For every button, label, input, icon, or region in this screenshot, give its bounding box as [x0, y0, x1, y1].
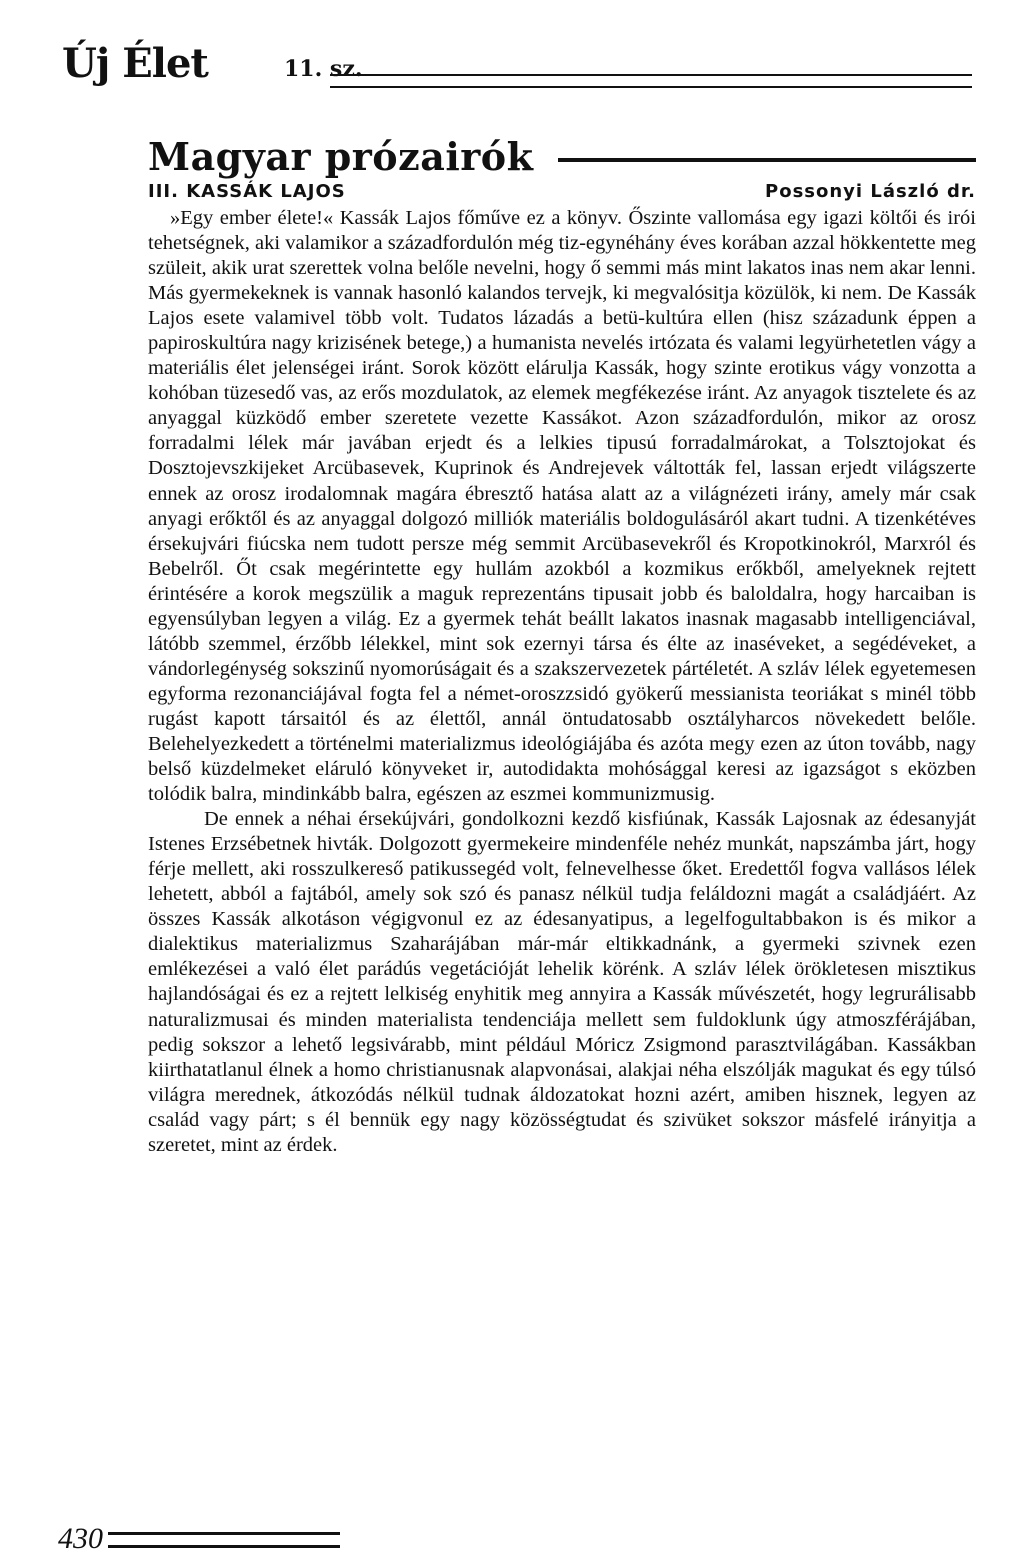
section-title-rule	[558, 158, 976, 162]
byline	[148, 178, 976, 206]
publication-title: Új Élet	[62, 40, 208, 87]
masthead	[62, 40, 972, 104]
article-body	[148, 206, 976, 1158]
article-paragraph: De ennek a néhai érsekújvári, gondolkozni kezdő kisfiúnak, Kassák Lajosnak az édesanyját Istenes Erzsébetnek hivták. Dolgozott gyermekeire mindenféle nehéz munkát, napszámba járt, hogy férje mellett, aki rosszulkereső patikussegéd volt, felnevelhesse őket. Eredettől fogva vallásos lélek lehetett, abból a fajtából, amely sok szó és panasz nélkül tudja feláldozni magát a családjáért. Az összes Kassák alkotáson végigvonul ez az édesanyatipus, a legelfogultabbakon is és mikor a dialektikus materializmus Szaharájában már-már eltikkadnánk, a gyermeki szivnek ezen emlékezései a való élet parádús vegetációját lehelik körénk. A szláv lélek örökletesen misztikus hajlandóságai és ez a rejtett lelkiség enyhitik meg annyira a Kassák művészetét, hogy legrurálisabb naturalizmusai és minden materialista tendenciája mellett sem fuldoklunk úgy atmoszférájában, pedig sokszor a lehető legsivárabb, mint például Móricz Zsigmond parasztvilágában. Kassákban kiirthatatlanul élnek a homo christianusnak alapvonásai, alakjai néha elszólják magukat és egy túlsó világra merednek, átkozódás nélkül tudnak áldozatokat hozni azért, amiben hisznek, legyen az család vagy párt; s él bennük egy nagy közösségtudat és szivüket sokszor másfelé irányitja a szeretet, mint az érdek.	[148, 808, 976, 1156]
article-paragraph: »Egy ember élete!« Kassák Lajos főműve ez a könyv. Őszinte vallomása egy igazi költői és irói tehetségnek, aki valamikor a századfordulón még tiz-egynéhány éves korában azzal hökkentette meg szüleit, akik urat szerettek volna belőle nevelni, hogy ő semmi más mint lakatos inas nem akar lenni. Más gyermekeknek is vannak hasonló kalandos tervejk, ki megvalósitja közülök, ki nem. De Kassák Lajos esete valamivel több volt. Tudatos lázadás a betü-kultúra ellen (hisz századunk éppen a papiroskultúra nagy krizisének betege,) a humanista nevelés irtózata és valami legyürhetetlen vágy a materiális élet jelenségei iránt. Sorok között elárulja Kassák, hogy szinte erotikus vágy vonzotta a kohóban tüzesedő vas, az erős mozdulatok, az elemek megfékezése iránt. Az anyagok tisztelete és az anyaggal küzködő ember szeretete vezette Kassákot. Azon századfordulón, mikor az orosz forradalmi lélek már javában erjedt és a lelkies tipusú forradalmárokat, a Tolsztojokat és Dosztojevszkijeket Arcübasevek, Kuprinok és Andrejevek váltották fel, lassan erjedt világszerte ennek az orosz irodalomnak magára ébresztő hatása alatt az a világnézeti irány, amely már csak anyagi erőktől és az anyaggal dolgozó milliók materiális boldogulásáról akart tudni. A tizenkétéves érsekujvári fiúcska nem tudott persze még semmit Arcübasevekről és Kropotkinokról, Marxról és Bebelről. Őt csak megérintette egy hullám azokból a kozmikus erőkből, amelyeknek rejtett érintésére a korok megszülik a maguk reprezentáns tipusait jobb és baloldalra, hogy harcaiban is egyensúlyban legyen a világ. Ez a gyermek tehát beállt lakatos inasnak magasabb intelligenciával, látóbb szemmel, érzőbb lélekkel, mint sok ezernyi társa és élte az inaséveket, a segédéveket, a vándorlegénység sokszinű nyomorúságait és a szakszervezetek pártéletét. A szláv lélek egyetemesen egyforma rezonanciájával fogta fel a német-oroszzsidó gyökerű messianista teoriákat s minél több rugást kapott társaitól és az élettől, annál öntudatosabb osztályharcos növekedett belőle. Belehelyezkedett a történelmi materializmus ideológiájába és azóta megy ezen az úton tovább, nagy belső küzdelmeket eláruló könyveket ir, autodidakta mohósággal keresi az igazságot s eközben tolódik balra, mindinkább balra, egészen az eszmei kommunizmusig.	[148, 207, 976, 806]
footer-double-rule	[108, 1532, 340, 1548]
section-title: Magyar prózairók	[148, 134, 534, 179]
article-subtitle: III. KASSÁK LAJOS	[148, 181, 346, 202]
page-number: 430	[58, 1522, 103, 1555]
issue-number: 11. sz.	[284, 56, 363, 82]
article-author: Possonyi László dr.	[765, 181, 976, 202]
masthead-double-rule	[330, 74, 972, 88]
